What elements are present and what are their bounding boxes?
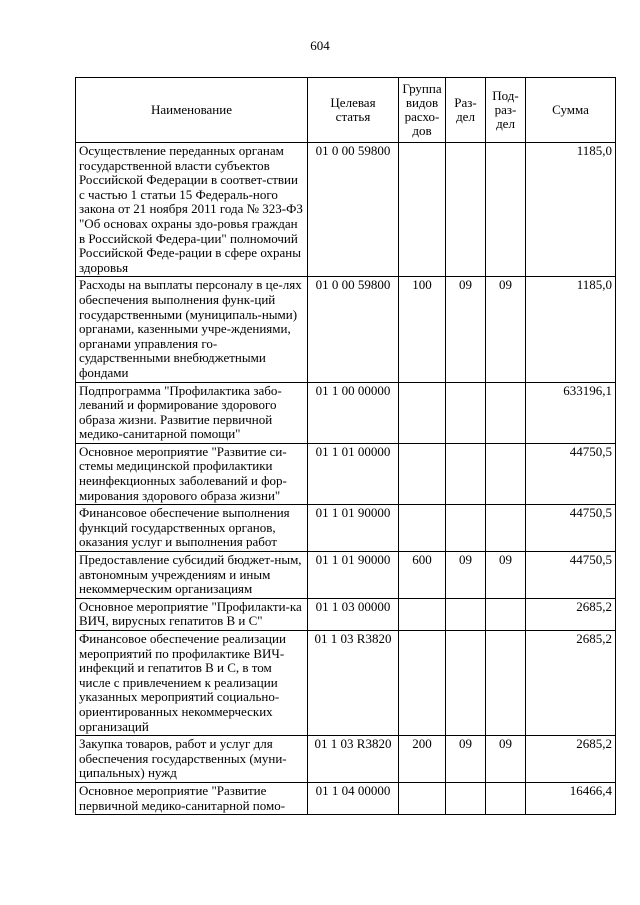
row-section	[446, 631, 486, 736]
row-section	[446, 505, 486, 552]
row-expense-group	[399, 782, 446, 814]
header-section-line1: Раз-	[454, 95, 477, 110]
row-subsection	[486, 598, 526, 630]
header-group-line4: дов	[412, 123, 432, 138]
row-section: 09	[446, 736, 486, 783]
row-expense-group	[399, 143, 446, 277]
table-row	[76, 552, 616, 599]
row-sum: 16466,4	[526, 782, 616, 814]
row-target-article: 01 1 03 00000	[308, 598, 399, 630]
row-name: Осуществление переданных органам государственной власти субъектов Российской Федерации в соответ-ствии с частью 1 статьи 15 Федераль-ного закона от 21 ноября 2011 года № 323-ФЗ "Об основах охраны здо-ровья граждан в Российской Федера-ции" полномочий Российской Феде-рации в сфере охраны здоровья	[76, 143, 308, 277]
table-row	[76, 598, 616, 630]
row-subsection: 09	[486, 277, 526, 382]
row-expense-group	[399, 443, 446, 504]
row-target-article: 01 1 01 90000	[308, 552, 399, 599]
row-expense-group	[399, 505, 446, 552]
row-expense-group: 600	[399, 552, 446, 599]
header-expense-group	[399, 78, 446, 143]
row-section	[446, 782, 486, 814]
row-expense-group	[399, 598, 446, 630]
budget-table	[75, 77, 616, 815]
header-subsection-line2: раз-	[494, 102, 517, 117]
row-name: Финансовое обеспечение реализации мероприятий по профилактике ВИЧ-инфекций и гепатитов В и С, в том числе с привлечением к реализации указанных мероприятий социально-ориентированных некоммерческих организаций	[76, 631, 308, 736]
header-sum: Сумма	[526, 78, 616, 143]
header-group-line2: видов	[405, 95, 439, 110]
row-sum: 633196,1	[526, 382, 616, 443]
header-target-article	[308, 78, 399, 143]
row-name: Закупка товаров, работ и услуг для обеспечения государственных (муни-ципальных) нужд	[76, 736, 308, 783]
row-target-article: 01 1 03 R3820	[308, 736, 399, 783]
row-name: Расходы на выплаты персоналу в це-лях обеспечения выполнения функ-ций государственными (муниципаль-ными) органами, казенными учре-ждениями, органами управления го-сударственными внебюджетными фондами	[76, 277, 308, 382]
table-header-row	[76, 78, 616, 143]
row-target-article: 01 1 04 00000	[308, 782, 399, 814]
row-target-article: 01 0 00 59800	[308, 143, 399, 277]
table-row	[76, 736, 616, 783]
table-row	[76, 505, 616, 552]
row-expense-group	[399, 382, 446, 443]
row-target-article: 01 1 00 00000	[308, 382, 399, 443]
row-expense-group	[399, 631, 446, 736]
row-name: Финансовое обеспечение выполнения функций государственных органов, оказания услуг и выполнения работ	[76, 505, 308, 552]
row-sum: 44750,5	[526, 552, 616, 599]
row-section: 09	[446, 552, 486, 599]
row-subsection: 09	[486, 736, 526, 783]
row-subsection	[486, 505, 526, 552]
row-sum: 2685,2	[526, 598, 616, 630]
header-subsection-line3: дел	[496, 116, 515, 131]
table-row	[76, 382, 616, 443]
header-subsection-line1: Под-	[492, 88, 519, 103]
header-group-line1: Группа	[402, 81, 442, 96]
row-expense-group: 200	[399, 736, 446, 783]
row-target-article: 01 1 01 90000	[308, 505, 399, 552]
row-subsection	[486, 782, 526, 814]
table-row	[76, 143, 616, 277]
row-name: Основное мероприятие "Развитие си-стемы медицинской профилактики неинфекционных заболеваний и фор-мирования здорового образа жизни"	[76, 443, 308, 504]
row-sum: 2685,2	[526, 736, 616, 783]
row-subsection	[486, 143, 526, 277]
row-target-article: 01 1 03 R3820	[308, 631, 399, 736]
row-section	[446, 382, 486, 443]
row-target-article: 01 0 00 59800	[308, 277, 399, 382]
row-sum: 44750,5	[526, 505, 616, 552]
row-subsection	[486, 382, 526, 443]
row-subsection	[486, 631, 526, 736]
row-sum: 1185,0	[526, 277, 616, 382]
row-subsection: 09	[486, 552, 526, 599]
row-expense-group: 100	[399, 277, 446, 382]
page-number: 604	[310, 38, 330, 53]
table-row	[76, 782, 616, 814]
row-name: Основное мероприятие "Развитие первичной медико-санитарной помо-	[76, 782, 308, 814]
header-target-line2: статья	[335, 109, 371, 124]
header-section-line2: дел	[456, 109, 475, 124]
header-group-line3: расхо-	[404, 109, 440, 124]
row-target-article: 01 1 01 00000	[308, 443, 399, 504]
table-row	[76, 443, 616, 504]
row-name: Предоставление субсидий бюджет-ным, автономным учреждениям и иным некоммерческим организациям	[76, 552, 308, 599]
row-sum: 44750,5	[526, 443, 616, 504]
row-name: Основное мероприятие "Профилакти-ка ВИЧ, вирусных гепатитов В и С"	[76, 598, 308, 630]
header-name: Наименование	[76, 78, 308, 143]
row-sum: 2685,2	[526, 631, 616, 736]
header-target-line1: Целевая	[330, 95, 376, 110]
table-row	[76, 631, 616, 736]
header-subsection	[486, 78, 526, 143]
row-section: 09	[446, 277, 486, 382]
row-section	[446, 443, 486, 504]
row-name: Подпрограмма "Профилактика забо-леваний и формирование здорового образа жизни. Развитие первичной медико-санитарной помощи"	[76, 382, 308, 443]
row-sum: 1185,0	[526, 143, 616, 277]
row-section	[446, 598, 486, 630]
row-section	[446, 143, 486, 277]
header-section	[446, 78, 486, 143]
row-subsection	[486, 443, 526, 504]
table-row	[76, 277, 616, 382]
